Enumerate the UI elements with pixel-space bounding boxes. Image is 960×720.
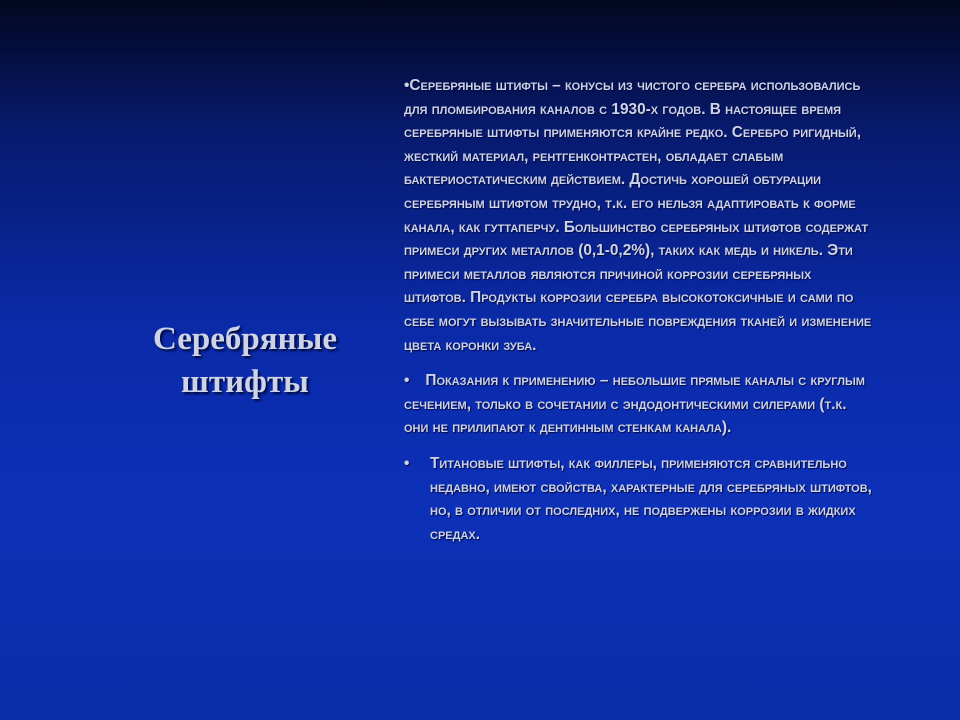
paragraph-silver-posts — [404, 74, 874, 357]
paragraph-text: Показания к применению – небольшие прямые каналы с круглым сечением, только в сочетании с эндодонтическими силерами (т.к. они не прилипают к дентинным стенкам канала). — [404, 372, 865, 437]
paragraph-titanium-posts — [404, 452, 874, 546]
paragraph-text: Серебряные штифты – конусы из чистого серебра использовались для пломбирования каналов с 1930-х годов. В настоящее время серебряные штифты применяются крайне редко. Серебро ригидный, жесткий материал, рентгенконтрастен, обладает слабым бактериостатическим действием. Достичь хорошей обтурации серебряным штифтом трудно, т.к. его нельзя адаптировать к форме канала, как гуттаперчу. Большинство серебряных штифтов содержат примеси других металлов (0,1-0,2%), таких как медь и никель. Эти примеси металлов являются причиной коррозии серебряных штифтов. Продукты коррозии серебра высокотоксичные и сами по себе могут вызывать значительные повреждения тканей и изменение цвета коронки зуба. — [404, 77, 872, 354]
title-line-1: Серебряные — [152, 321, 337, 357]
bullet-icon: • — [404, 77, 410, 94]
title-line-2: штифты — [181, 364, 309, 400]
slide-body — [404, 74, 874, 546]
bullet-icon: • — [404, 372, 410, 390]
slide-title — [110, 318, 380, 404]
bullet-icon: • — [404, 454, 410, 472]
paragraph-text: Титановые штифты, как филлеры, применяются сравнительно недавно, имеют свойства, характерные для серебряных штифтов, но, в отличии от последних, не подвержены коррозии в жидких средах. — [430, 454, 872, 543]
paragraph-indications — [404, 369, 874, 440]
